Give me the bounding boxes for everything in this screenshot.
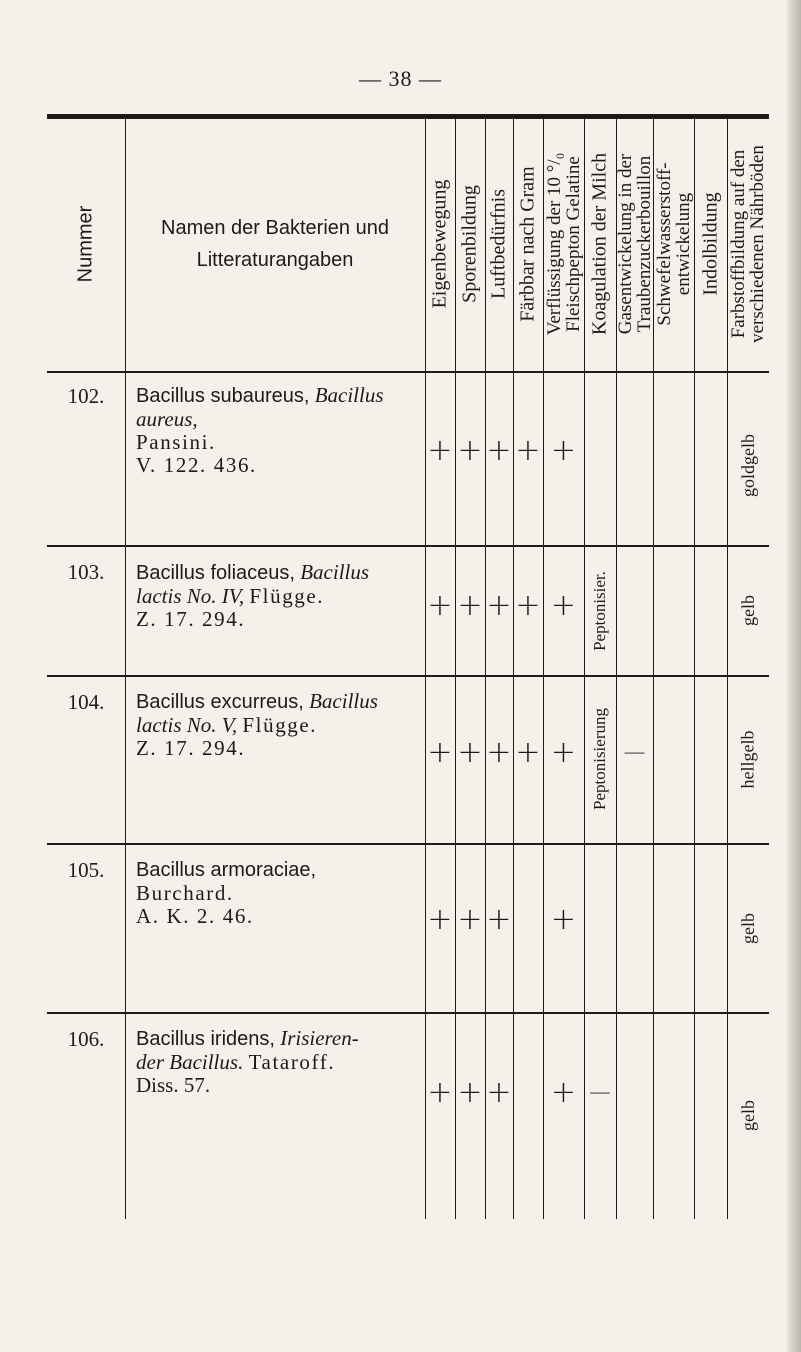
header-names	[125, 119, 425, 369]
cell-sporenbildung: +	[457, 735, 483, 770]
bacterium-synonym: Irisieren-	[280, 1026, 359, 1050]
bacterium-entry	[136, 1027, 426, 1097]
header-verfluessigung: Verflüssigung der 10 °/₀ Fleischpepton Gelatine	[543, 152, 584, 336]
cell-luftbeduerfnis: +	[486, 902, 512, 937]
bacterium-author: Flügge.	[242, 713, 318, 737]
cell-gasentwickelung: —	[623, 740, 646, 765]
bacterium-entry	[136, 858, 426, 928]
cell-luftbeduerfnis: +	[486, 588, 512, 623]
bacterium-synonym-cont: lactis No. IV,	[136, 584, 245, 608]
bacterium-name: Bacillus armoraciae,	[136, 859, 317, 881]
cell-koagulation: Peptonisier.	[590, 570, 609, 651]
cell-farbstoff: goldgelb	[737, 433, 758, 497]
cell-eigenbewegung: +	[427, 588, 453, 623]
cell-sporenbildung: +	[457, 1075, 483, 1110]
page-edge-shadow	[787, 0, 801, 1352]
cell-koagulation: Peptonisierung	[590, 708, 609, 810]
bacterium-author: Pansini.	[136, 430, 216, 454]
bacterium-synonym: Bacillus	[300, 560, 370, 584]
header-farbstoff: Farbstoffbildung auf den verschiedenen Nährböden	[728, 145, 768, 343]
cell-verfluessigung: +	[550, 1075, 577, 1110]
row-number: 102.	[67, 384, 105, 408]
header-names-line2: Litteraturangaben	[196, 249, 354, 271]
cell-eigenbewegung: +	[427, 433, 453, 468]
cell-koagulation: —	[589, 1080, 611, 1105]
bacterium-name: Bacillus foliaceus,	[136, 562, 295, 584]
bacterium-entry	[136, 690, 426, 760]
bacterium-entry	[136, 384, 426, 477]
cell-farbstoff: gelb	[737, 595, 758, 626]
cell-eigenbewegung: +	[427, 735, 453, 770]
bacterium-synonym-cont: lactis No. V,	[136, 713, 238, 737]
literature-reference: V. 122. 436.	[136, 453, 257, 477]
header-schwefel: Schwefelwasserstoff- entwickelung	[653, 162, 694, 326]
row-number: 106.	[67, 1027, 105, 1051]
literature-reference: Z. 17. 294.	[136, 607, 246, 631]
header-luftbeduerfnis: Luftbedürfnis	[487, 189, 510, 299]
row-divider	[47, 843, 769, 845]
cell-luftbeduerfnis: +	[486, 433, 512, 468]
header-eigenbewegung: Eigenbewegung	[428, 179, 451, 309]
header-nummer: Nummer	[74, 205, 97, 283]
cell-farbstoff: gelb	[737, 912, 758, 944]
cell-eigenbewegung: +	[427, 902, 453, 937]
cell-verfluessigung: +	[550, 588, 577, 623]
row-number: 103.	[67, 560, 105, 584]
header-sporenbildung: Sporenbildung	[458, 185, 481, 303]
header-names-line1: Namen der Bakterien und	[161, 217, 389, 239]
row-divider	[47, 545, 769, 547]
row-divider	[47, 1012, 769, 1014]
cell-luftbeduerfnis: +	[486, 1075, 512, 1110]
bacterium-synonym: Bacillus	[309, 689, 378, 713]
row-divider	[47, 675, 769, 677]
bacterium-author: Burchard.	[136, 881, 234, 905]
cell-verfluessigung: +	[550, 735, 577, 770]
cell-luftbeduerfnis: +	[486, 735, 512, 770]
bacterium-name: Bacillus subaureus,	[136, 385, 310, 407]
bacterium-name: Bacillus iridens,	[136, 1028, 275, 1050]
cell-sporenbildung: +	[457, 433, 483, 468]
literature-reference: Z. 17. 294.	[136, 736, 246, 760]
header-faerbbar: Färbbar nach Gram	[516, 166, 539, 322]
bacterium-author: Flügge.	[249, 584, 325, 608]
cell-verfluessigung: +	[550, 433, 577, 468]
bacterium-synonym-cont: der Bacillus.	[136, 1050, 244, 1074]
cell-faerbbar: +	[515, 588, 541, 623]
header-indol: Indolbildung	[699, 192, 721, 296]
literature-reference: A. K. 2. 46.	[136, 904, 254, 928]
bacterium-name: Bacillus excurreus,	[136, 691, 304, 713]
literature-reference: Diss. 57.	[136, 1073, 211, 1097]
cell-eigenbewegung: +	[427, 1075, 453, 1110]
bacterium-synonym: Bacillus aureus,	[136, 383, 384, 431]
cell-sporenbildung: +	[457, 588, 483, 623]
bacterium-author: Tataroff.	[248, 1050, 336, 1074]
header-bottom-rule	[47, 371, 769, 373]
row-number: 104.	[67, 690, 105, 714]
cell-sporenbildung: +	[457, 902, 483, 937]
cell-verfluessigung: +	[550, 902, 577, 937]
cell-farbstoff: hellgelb	[737, 730, 758, 788]
bacterium-entry	[136, 561, 426, 631]
page-number: — 38 —	[359, 66, 442, 91]
header-gasentwickelung: Gasentwickelung in der Traubenzuckerbouillon	[614, 153, 655, 335]
row-number: 105.	[67, 858, 105, 882]
cell-farbstoff: gelb	[737, 1099, 758, 1131]
header-koagulation: Koagulation der Milch	[588, 152, 611, 336]
cell-faerbbar: +	[515, 433, 541, 468]
cell-faerbbar: +	[515, 735, 541, 770]
